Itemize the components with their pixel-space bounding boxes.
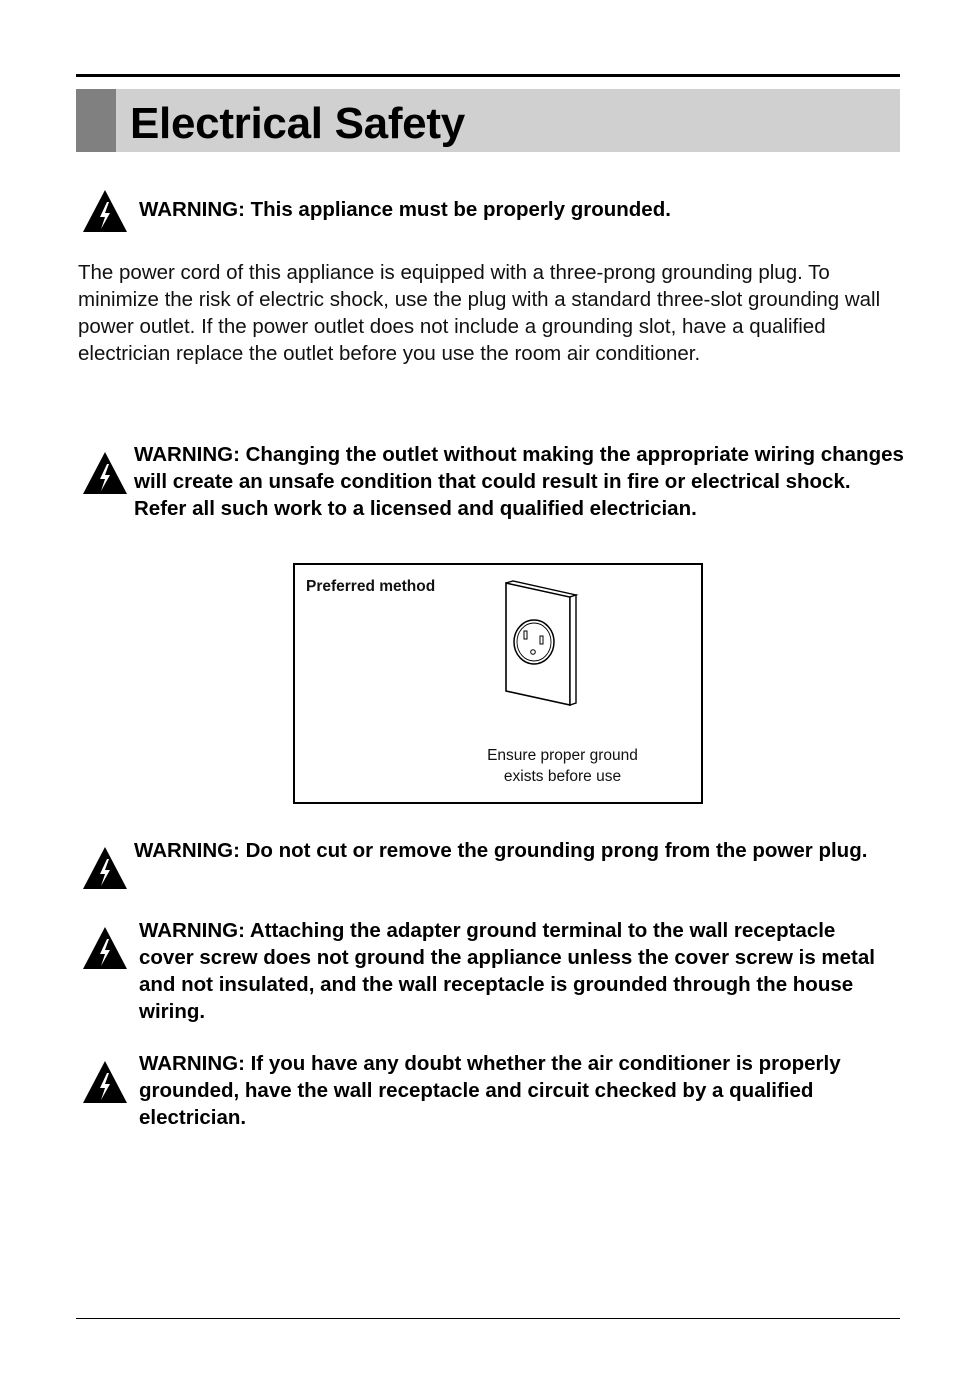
warning-text: WARNING: This appliance must be properly grounded. [139, 198, 671, 221]
figure-caption [475, 745, 650, 787]
figure-caption-line: exists before use [503, 768, 622, 785]
warning-changing-outlet [82, 441, 904, 522]
warning-doubt-grounded [82, 1050, 889, 1131]
title-accent-block [76, 89, 116, 152]
electric-hazard-warning-icon [82, 188, 128, 234]
warning-grounded [82, 188, 899, 234]
electric-hazard-warning-icon [82, 1059, 128, 1105]
grounding-paragraph: The power cord of this appliance is equipped with a three-prong grounding plug. To minimize the risk of electric shock, use the plug with a standard three-slot grounding wall power outlet. If the power outlet does not include a grounding slot, have a qualified electrician replace the outlet before you use the room air conditioner. [78, 261, 881, 365]
warning-adapter-terminal [82, 917, 884, 1025]
page-title: Electrical Safety [130, 99, 465, 148]
outlet-figure [293, 563, 703, 804]
warning-text: WARNING: Changing the outlet without making the appropriate wiring changes will create an unsafe condition that could result in fire or electrical shock. Refer all such work to a licensed and qualified electrician. [134, 443, 904, 520]
figure-caption-line: Ensure proper ground [487, 747, 638, 764]
electric-hazard-warning-icon [82, 925, 128, 971]
title-bar [76, 89, 900, 152]
figure-label: Preferred method [306, 578, 436, 595]
top-rule [76, 74, 900, 77]
warning-grounding-prong [82, 837, 904, 891]
electric-hazard-warning-icon [82, 450, 128, 496]
warning-text: WARNING: If you have any doubt whether the air conditioner is properly grounded, have the wall receptacle and circuit checked by a qualified electrician. [139, 1052, 841, 1129]
warning-text: WARNING: Attaching the adapter ground terminal to the wall receptacle cover screw does not ground the appliance unless the cover screw is metal and not insulated, and the wall receptacle is grounded through the house wiring. [139, 919, 875, 1023]
warning-text: WARNING: Do not cut or remove the grounding prong from the power plug. [134, 839, 868, 862]
three-slot-outlet-icon [500, 579, 580, 709]
electric-hazard-warning-icon [82, 845, 128, 891]
bottom-rule [76, 1318, 900, 1319]
